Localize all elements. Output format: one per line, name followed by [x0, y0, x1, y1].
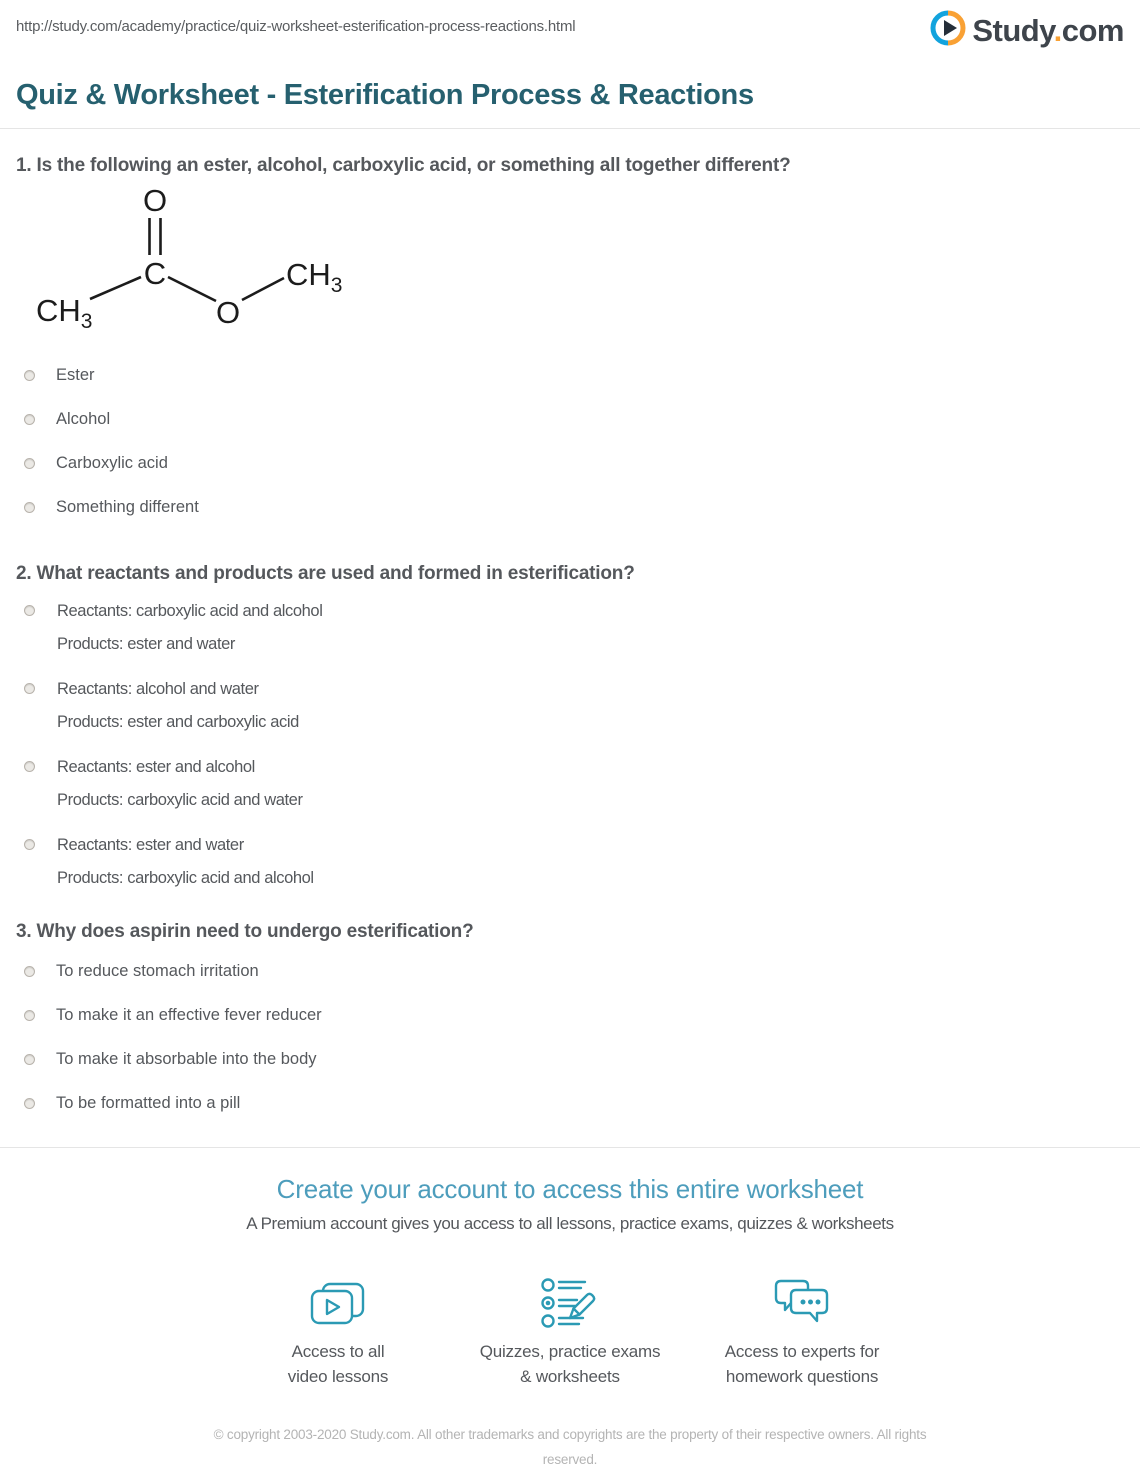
methyl-right-ch: CH — [286, 257, 331, 292]
feature-label-line: homework questions — [725, 1366, 879, 1386]
feature-label-line: video lessons — [287, 1366, 389, 1386]
radio-button[interactable] — [24, 683, 35, 694]
option-label: To reduce stomach irritation — [56, 961, 259, 980]
signup-subheading: A Premium account gives you access to all lessons, practice exams, quizzes & worksheets — [246, 1214, 894, 1233]
option-row[interactable] — [16, 485, 1124, 529]
experts-chat-icon — [686, 1268, 918, 1330]
question-3-options — [16, 949, 1124, 1125]
option-reactants-line: Reactants: alcohol and water — [57, 680, 259, 698]
option-products-line: Products: ester and carboxylic acid — [57, 713, 299, 731]
studycom-play-icon — [930, 10, 966, 51]
option-products-line: Products: carboxylic acid and alcohol — [57, 869, 314, 887]
option-row[interactable] — [16, 993, 1124, 1037]
option-row[interactable] — [16, 1081, 1124, 1125]
radio-button[interactable] — [24, 761, 35, 772]
option-row[interactable] — [16, 751, 1124, 817]
page-title: Quiz & Worksheet - Esterification Process & Reactions — [16, 79, 754, 111]
question-2-label: 2. What reactants and products are used and formed in esterification? — [16, 563, 635, 584]
option-reactants-line: Reactants: ester and alcohol — [57, 758, 255, 776]
video-lessons-icon — [222, 1268, 454, 1330]
feature-label-line: Access to all — [291, 1342, 385, 1361]
question-1-options — [16, 353, 1124, 529]
option-label: Something different — [56, 497, 199, 516]
question-3-label: 3. Why does aspirin need to undergo esterification? — [16, 921, 474, 942]
feature-list — [0, 1268, 1140, 1389]
option-reactants-line: Reactants: ester and water — [57, 836, 244, 854]
option-label: To make it an effective fever reducer — [56, 1005, 322, 1024]
radio-button[interactable] — [24, 605, 35, 616]
question-1-label: 1. Is the following an ester, alcohol, carboxylic acid, or something all together different? — [16, 155, 791, 176]
radio-button[interactable] — [24, 1010, 35, 1021]
atom-methyl-right — [286, 257, 342, 297]
radio-button[interactable] — [24, 839, 35, 850]
single-bond-line — [168, 277, 216, 301]
page-header — [0, 0, 1140, 51]
atom-carbon: C — [143, 256, 167, 291]
option-reactants-line: Reactants: carboxylic acid and alcohol — [57, 602, 323, 620]
option-label: Ester — [56, 365, 95, 384]
quiz-content — [0, 155, 1140, 1125]
question-1 — [16, 155, 1124, 529]
radio-button[interactable] — [24, 502, 35, 513]
option-row[interactable] — [16, 397, 1124, 441]
option-row[interactable] — [16, 441, 1124, 485]
option-label: Carboxylic acid — [56, 453, 168, 472]
logo-com: com — [1061, 12, 1124, 48]
methyl-left-subscript: 3 — [80, 310, 93, 333]
feature-label-line: Quizzes, practice exams — [479, 1342, 661, 1361]
feature-label-line: Access to experts for — [724, 1342, 880, 1361]
methyl-right-subscript: 3 — [330, 274, 343, 297]
radio-button[interactable] — [24, 1054, 35, 1065]
radio-button[interactable] — [24, 966, 35, 977]
atom-carbonyl-oxygen: O — [142, 183, 168, 218]
single-bond-line — [90, 277, 141, 299]
logo-study: Study — [972, 12, 1054, 48]
feature-quizzes — [454, 1268, 686, 1389]
studycom-logo-text — [972, 13, 1124, 49]
option-row[interactable] — [16, 595, 1124, 661]
option-label: To be formatted into a pill — [56, 1093, 241, 1112]
feature-video-lessons — [222, 1268, 454, 1389]
feature-label — [222, 1340, 454, 1389]
option-row[interactable] — [16, 829, 1124, 895]
option-row[interactable] — [16, 1037, 1124, 1081]
title-divider — [0, 128, 1140, 129]
option-products-line: Products: carboxylic acid and water — [57, 791, 303, 809]
question-2 — [16, 563, 1124, 895]
methyl-left-ch: CH — [36, 293, 81, 328]
option-label: To make it absorbable into the body — [56, 1049, 317, 1068]
single-bond-line — [242, 278, 284, 300]
feature-label — [686, 1340, 918, 1389]
signup-banner — [0, 1147, 1140, 1472]
feature-experts — [686, 1268, 918, 1389]
logo-dot: . — [1053, 12, 1062, 48]
studycom-logo[interactable] — [930, 10, 1124, 51]
option-products-line: Products: ester and water — [57, 635, 236, 653]
option-label: Alcohol — [56, 409, 111, 428]
radio-button[interactable] — [24, 414, 35, 425]
atom-ester-oxygen: O — [215, 295, 241, 330]
feature-label-line: & worksheets — [520, 1366, 620, 1386]
quizzes-worksheets-icon — [454, 1268, 686, 1330]
question-3 — [16, 921, 1124, 1125]
page-url: http://study.com/academy/practice/quiz-worksheet-esterification-process-reactions.html — [16, 18, 576, 35]
option-row[interactable] — [16, 673, 1124, 739]
radio-button[interactable] — [24, 1098, 35, 1109]
radio-button[interactable] — [24, 370, 35, 381]
signup-heading: Create your account to access this entire worksheet — [276, 1174, 864, 1204]
option-row[interactable] — [16, 353, 1124, 397]
methyl-acetate-structure — [18, 183, 358, 343]
copyright-notice: © copyright 2003-2020 Study.com. All other trademarks and copyrights are the property of their respective owners. All rights reserved. — [213, 1427, 927, 1467]
atom-methyl-left — [36, 293, 92, 333]
option-row[interactable] — [16, 949, 1124, 993]
feature-label — [454, 1340, 686, 1389]
question-2-options — [16, 595, 1124, 895]
radio-button[interactable] — [24, 458, 35, 469]
